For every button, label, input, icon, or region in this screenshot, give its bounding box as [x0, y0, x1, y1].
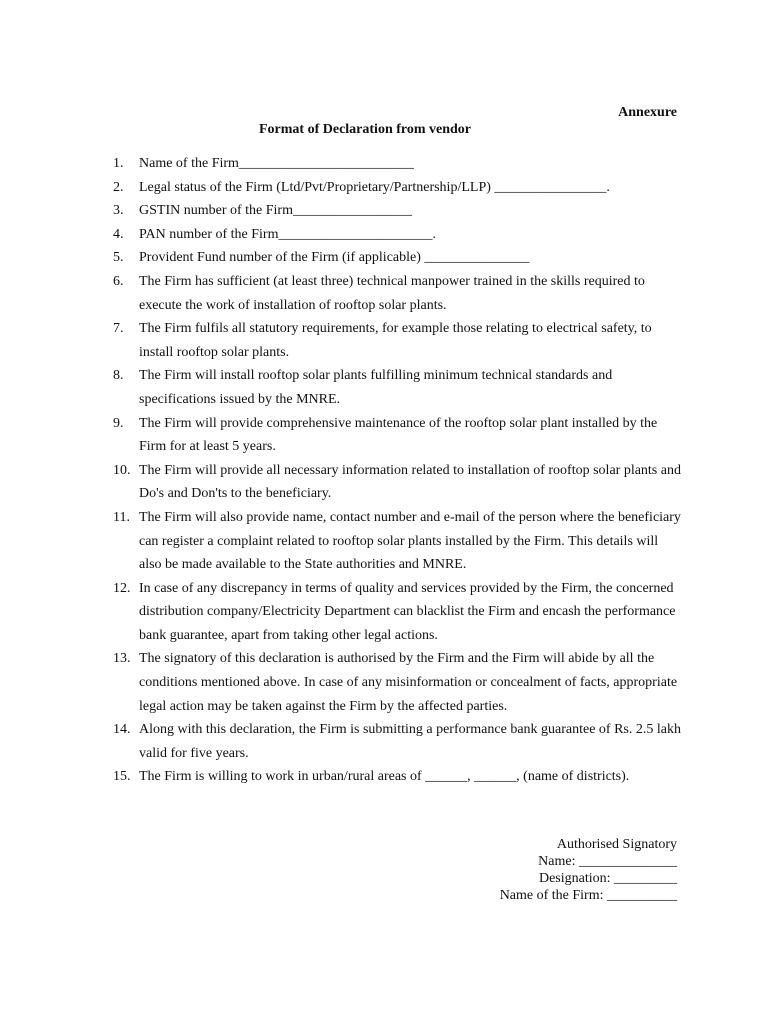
- list-item: [113, 647, 683, 718]
- item-number: 5.: [113, 250, 124, 266]
- list-item: [113, 199, 683, 223]
- item-text: Name of the Firm_________________________: [139, 156, 414, 171]
- list-item: [113, 765, 683, 789]
- item-number: 11.: [113, 509, 130, 525]
- item-text: GSTIN number of the Firm_________________: [139, 203, 412, 219]
- list-item: [113, 317, 683, 364]
- item-text: Legal status of the Firm (Ltd/Pvt/Proprietary/Partnership/LLP) ________________.: [139, 179, 610, 195]
- item-text: The signatory of this declaration is authorised by the Firm and the Firm will abide by all the conditions mentioned above. In case of any misinformation or concealment of facts, appropriate legal action may be taken against the Firm by the affected parties.: [139, 651, 678, 714]
- item-number: 3.: [113, 203, 124, 219]
- item-text: The Firm will provide comprehensive maintenance of the rooftop solar plant installed by the Firm for at least 5 years.: [139, 415, 658, 455]
- signatory-designation-field: Designation: _________: [538, 871, 677, 886]
- item-number: 8.: [113, 368, 124, 384]
- list-item: [113, 270, 683, 317]
- item-text: Along with this declaration, the Firm is submitting a performance bank guarantee of Rs. 2.5 lakh valid for five years.: [139, 722, 681, 761]
- list-item: [113, 176, 683, 200]
- item-text: The Firm has sufficient (at least three) technical manpower trained in the skills required to execute the work of installation of rooftop solar plants.: [139, 273, 645, 313]
- list-item: [113, 718, 683, 765]
- item-number: 12.: [113, 580, 131, 596]
- item-number: 14.: [113, 722, 131, 738]
- item-number: 1.: [113, 156, 124, 171]
- signatory-heading: Authorised Signatory: [556, 837, 677, 852]
- item-number: 15.: [113, 769, 131, 785]
- list-item: [113, 412, 683, 459]
- item-number: 10.: [113, 462, 131, 478]
- signatory-firm-field: Name of the Firm: __________: [499, 888, 677, 903]
- item-text: Provident Fund number of the Firm (if applicable) _______________: [139, 250, 530, 266]
- item-text: In case of any discrepancy in terms of quality and services provided by the Firm, the concerned distribution company/Electricity Department can blacklist the Firm and encash the performance bank guarantee, apart from taking other legal actions.: [139, 580, 676, 643]
- list-item: [113, 364, 683, 411]
- item-number: 4.: [113, 226, 124, 242]
- list-item: [113, 506, 683, 577]
- item-text: The Firm will provide all necessary information related to installation of rooftop solar plants and Do's and Don'ts to the beneficiary.: [139, 462, 681, 502]
- item-number: 13.: [113, 651, 131, 667]
- item-text: The Firm will install rooftop solar plants fulfilling minimum technical standards and specifications issued by the MNRE.: [139, 368, 613, 407]
- list-item: [113, 223, 683, 247]
- item-number: 2.: [113, 179, 124, 195]
- signatory-name-field: Name: ______________: [538, 854, 677, 869]
- item-number: 9.: [113, 415, 124, 431]
- item-text: The Firm is willing to work in urban/rural areas of ______, ______, (name of districts).: [139, 769, 630, 785]
- item-number: 6.: [113, 273, 124, 289]
- item-number: 7.: [113, 321, 124, 337]
- item-text: PAN number of the Firm______________________.: [139, 226, 436, 242]
- signature-block: [500, 836, 677, 904]
- list-item: [113, 577, 683, 648]
- item-text: The Firm fulfils all statutory requirements, for example those relating to electrical safety, to install rooftop solar plants.: [139, 321, 652, 360]
- annexure-label: Annexure: [618, 105, 677, 120]
- list-item: [113, 246, 683, 270]
- declaration-list: [113, 152, 683, 789]
- list-item: [113, 152, 683, 176]
- list-item: [113, 459, 683, 506]
- page-title: Format of Declaration from vendor: [259, 122, 472, 137]
- item-text: The Firm will also provide name, contact number and e-mail of the person where the beneficiary can register a complaint related to rooftop solar plants installed by the Firm. This details will also be made available to the State authorities and MNRE.: [139, 509, 681, 573]
